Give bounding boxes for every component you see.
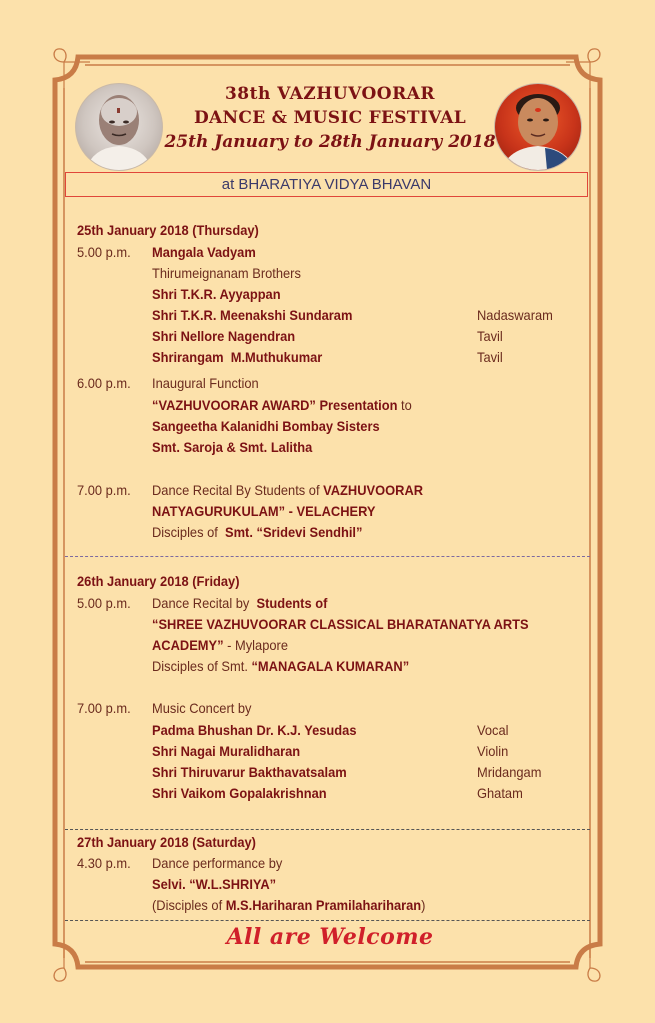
festival-subtitle: DANCE & MUSIC FESTIVAL: [194, 108, 466, 128]
event-line: [152, 897, 425, 913]
performer-name: Shri Nellore Nagendran: [152, 328, 296, 344]
event-line: [152, 482, 423, 498]
performer-name: Padma Bhushan Dr. K.J. Yesudas: [152, 722, 357, 738]
day-heading: 27th January 2018 (Saturday): [77, 834, 256, 850]
person-photo-icon: [76, 84, 162, 170]
section-divider: [65, 920, 590, 921]
event-line: [152, 265, 301, 281]
performer-name: Shri T.K.R. Meenakshi Sundaram: [152, 307, 353, 323]
event-line: [152, 418, 380, 434]
day-heading: 26th January 2018 (Friday): [77, 573, 240, 589]
instrument-label: Mridangam: [477, 764, 542, 780]
performer-name: Shri T.K.R. Ayyappan: [152, 286, 281, 302]
event-line: [152, 876, 276, 892]
instrument-label: Nadaswaram: [477, 307, 553, 323]
instrument-label: Violin: [477, 743, 509, 759]
event-line: [152, 397, 412, 413]
event-time: 4.30 p.m.: [77, 855, 131, 871]
section-divider: [65, 556, 590, 557]
event-line: [152, 286, 281, 302]
event-line: [152, 375, 259, 391]
event-line: [152, 658, 409, 674]
institution-name: ACADEMY”: [152, 637, 224, 653]
instrument-label: Vocal: [477, 722, 509, 738]
performer-name: Shrirangam M.Muthukumar: [152, 349, 323, 365]
event-text-bold: Students of: [256, 595, 328, 611]
performer-name: Shri Vaikom Gopalakrishnan: [152, 785, 327, 801]
instrument-label: Ghatam: [477, 785, 523, 801]
event-text: ): [421, 897, 426, 913]
event-text: Dance performance by: [152, 855, 283, 871]
event-line: [152, 616, 529, 632]
institution-name: “SHREE VAZHUVOORAR CLASSICAL BHARATANATYA ARTS: [152, 616, 529, 632]
event-line: [152, 637, 288, 653]
instrument-label: Tavil: [477, 328, 503, 344]
welcome-message: All are Welcome: [226, 924, 434, 950]
event-line: [152, 349, 322, 365]
event-text: Thirumeignanam Brothers: [152, 265, 301, 281]
festival-title: 38th VAZHUVOORAR: [224, 84, 436, 104]
event-time: 5.00 p.m.: [77, 244, 131, 260]
performer-name: Sangeetha Kalanidhi Bombay Sisters: [152, 418, 380, 434]
award-title: “VAZHUVOORAR AWARD” Presentation: [152, 397, 398, 413]
event-text: Dance Recital by: [152, 595, 257, 611]
performer-name: Smt. Saroja & Smt. Lalitha: [152, 439, 313, 455]
performer-name: Shri Thiruvarur Bakthavatsalam: [152, 764, 347, 780]
event-line: [152, 764, 347, 780]
event-time: 7.00 p.m.: [77, 700, 131, 716]
event-line: [152, 524, 362, 540]
event-line: [152, 244, 256, 260]
person-photo-icon: [495, 84, 581, 170]
event-time: 5.00 p.m.: [77, 595, 131, 611]
performer-name: Mangala Vadyam: [152, 244, 256, 260]
day-heading: 25th January 2018 (Thursday): [77, 222, 259, 238]
event-time: 6.00 p.m.: [77, 375, 131, 391]
event-text: Inaugural Function: [152, 375, 259, 391]
event-text: Disciples of Smt.: [152, 658, 252, 674]
event-text: (Disciples of: [152, 897, 226, 913]
event-text: Disciples of: [152, 524, 226, 540]
institution-name: NATYAGURUKULAM” - VELACHERY: [152, 503, 376, 519]
event-line: [152, 328, 295, 344]
section-divider: [65, 829, 590, 830]
event-text: Music Concert by: [152, 700, 252, 716]
event-line: [152, 743, 300, 759]
event-text: to: [397, 397, 412, 413]
performer-name: Smt. “Sridevi Sendhil”: [225, 524, 363, 540]
event-line: [152, 503, 376, 519]
performer-name: “MANAGALA KUMARAN”: [251, 658, 410, 674]
event-line: [152, 855, 282, 871]
institution-name: VAZHUVOORAR: [323, 482, 424, 498]
event-line: [152, 700, 252, 716]
instrument-label: Tavil: [477, 349, 503, 365]
performer-name: Selvi. “W.L.SHRIYA”: [152, 876, 277, 892]
event-line: [152, 595, 327, 611]
event-text: - Mylapore: [223, 637, 288, 653]
event-line: [152, 785, 327, 801]
event-line: [152, 307, 352, 323]
festival-dates: 25th January to 28th January 2018: [164, 132, 496, 152]
performer-name: M.S.Hariharan Pramilahariharan: [225, 897, 422, 913]
portrait-left: [75, 83, 163, 171]
event-line: [152, 722, 356, 738]
performer-name: Shri Nagai Muralidharan: [152, 743, 301, 759]
event-line: [152, 439, 312, 455]
event-time: 7.00 p.m.: [77, 482, 131, 498]
portrait-right: [494, 83, 582, 171]
event-text: Dance Recital By Students of: [152, 482, 324, 498]
venue-banner: at BHARATIYA VIDYA BHAVAN: [65, 172, 588, 197]
